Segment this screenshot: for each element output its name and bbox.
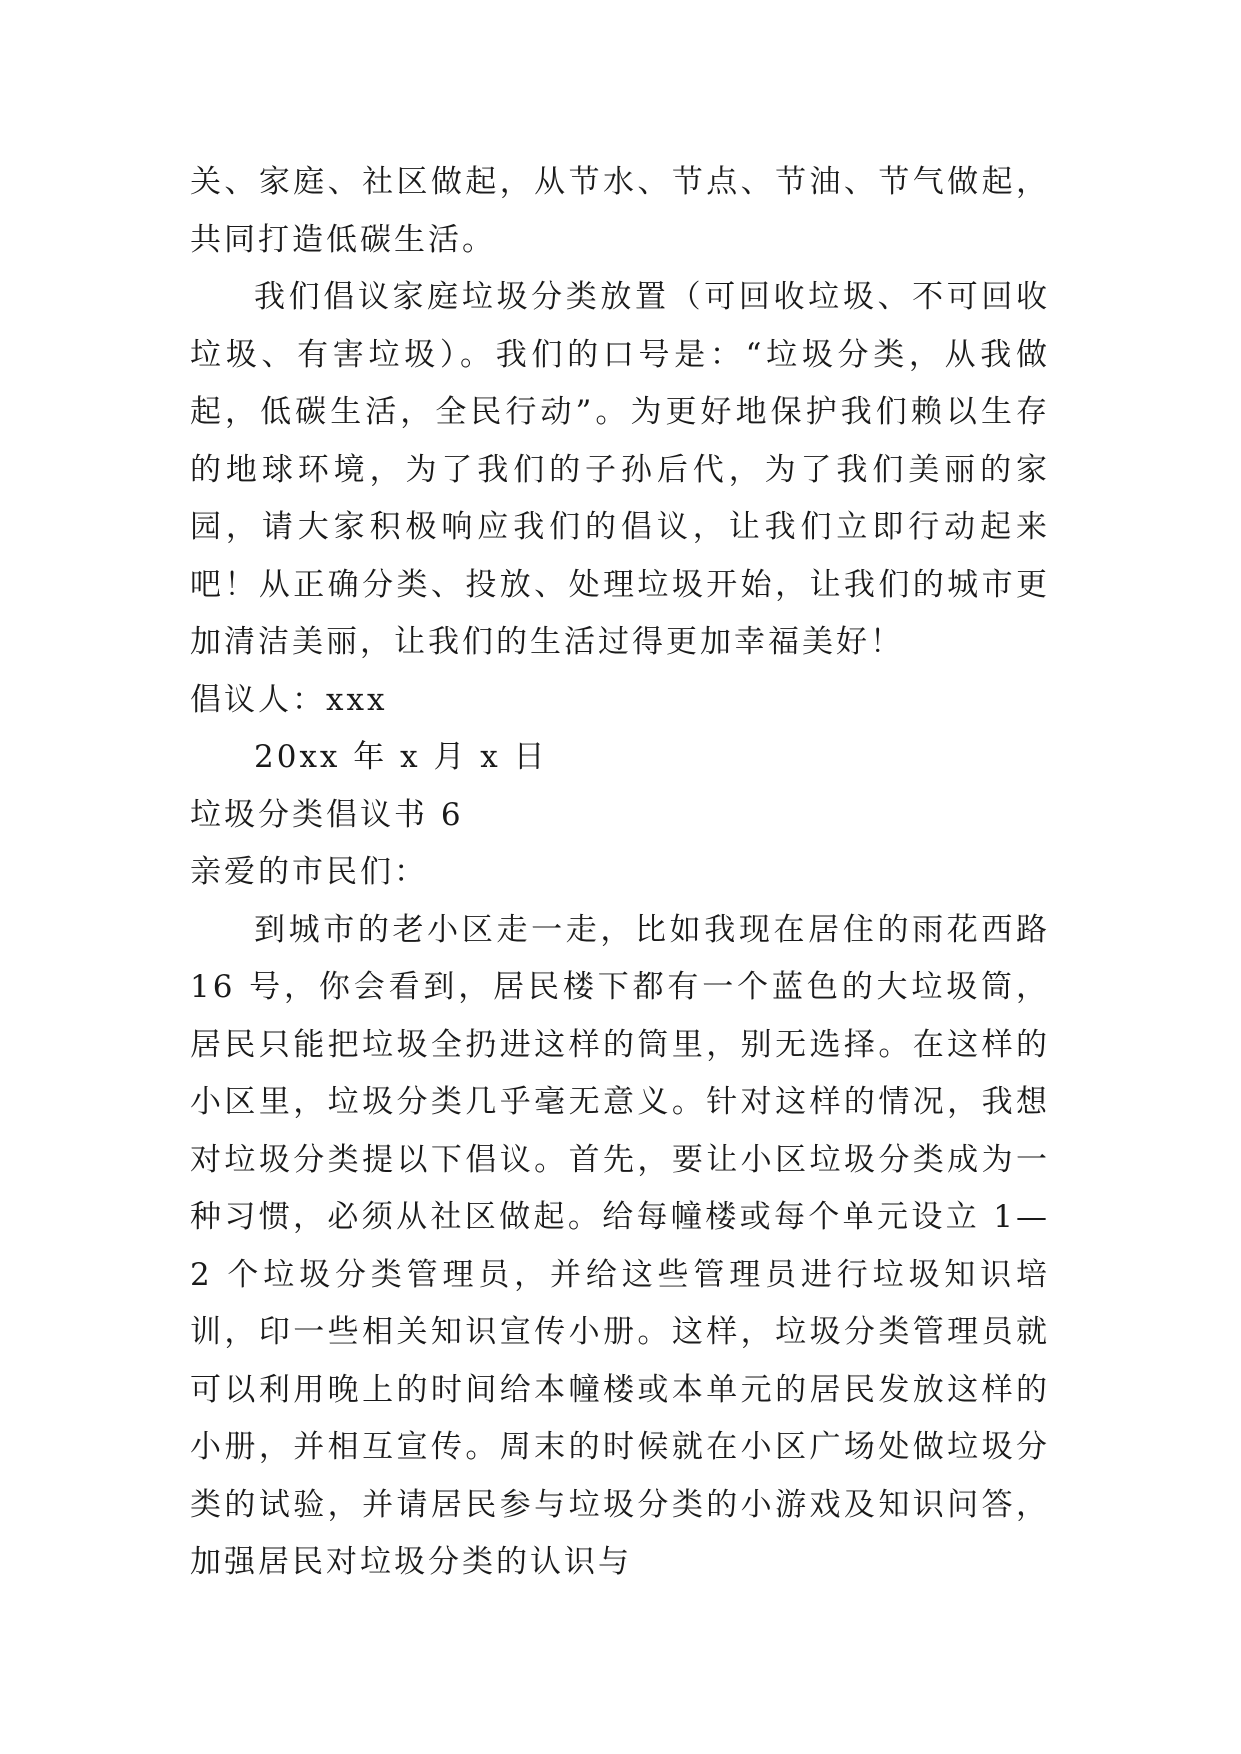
paragraph-continuation: 关、家庭、社区做起，从节水、节点、节油、节气做起，共同打造低碳生活。	[190, 164, 1050, 258]
paragraph-body: 到城市的老小区走一走，比如我现在居住的雨花西路 16 号，你会看到，居民楼下都有一个蓝色的大垃圾筒，居民只能把垃圾全扔进这样的筒里，别无选择。在这样的小区里，垃圾分类几乎毫无意义。针对这样的情况，我想对垃圾分类提以下倡议。首先，要让小区垃圾分类成为一种习惯，必须从社区做起。给每幢楼或每个单元设立 1—2 个垃圾分类管理员，并给这些管理员进行垃圾知识培训，印一些相关知识宣传小册。这样，垃圾分类管理员就可以利用晚上的时间给本幢楼或本单元的居民发放这样的小册，并相互宣传。周末的时候就在小区广场处做垃圾分类的试验，并请居民参与垃圾分类的小游戏及知识问答，加强居民对垃圾分类的认识与	[190, 911, 1050, 1580]
paragraph-initiative: 我们倡议家庭垃圾分类放置（可回收垃圾、不可回收垃圾、有害垃圾）。我们的口号是：“垃圾分类，从我做起，低碳生活，全民行动”。为更好地保护我们赖以生存的地球环境，为了我们的子孙后代，为了我们美丽的家园，请大家积极响应我们的倡议，让我们立即行动起来吧！从正确分类、投放、处理垃圾开始，让我们的城市更加清洁美丽，让我们的生活过得更加幸福美好！	[190, 279, 1050, 660]
initiator-line: 倡议人：xxx	[190, 681, 388, 718]
date-line: 20xx 年 x 月 x 日	[254, 739, 548, 775]
section-title: 垃圾分类倡议书 6	[190, 796, 464, 833]
salutation: 亲爱的市民们：	[190, 854, 428, 890]
document-body	[190, 154, 1050, 1592]
